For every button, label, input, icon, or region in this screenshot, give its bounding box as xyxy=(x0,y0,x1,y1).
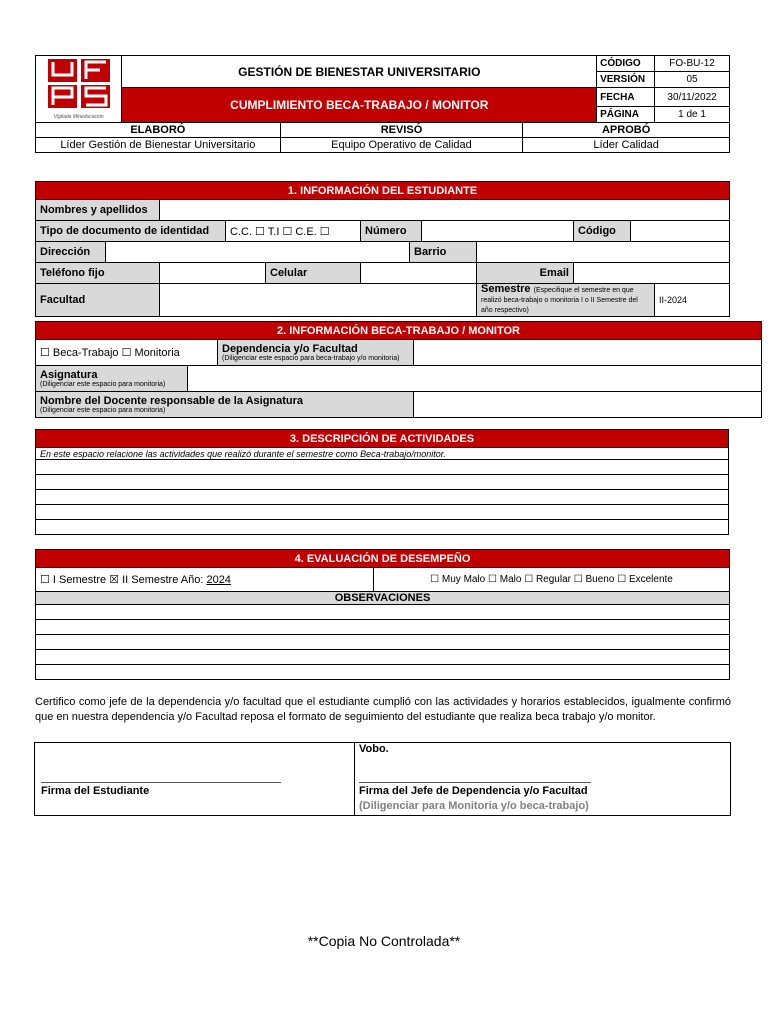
activities-section xyxy=(35,429,729,535)
email-label: Email xyxy=(477,263,574,284)
fecha-value: 30/11/2022 xyxy=(655,88,730,107)
boss-signature-hint: (Diligenciar para Monitoria y/o beca-trabajo) xyxy=(359,800,589,812)
facultad-label: Facultad xyxy=(36,284,160,317)
activity-line[interactable] xyxy=(36,505,729,520)
version-value: 05 xyxy=(655,72,730,88)
section4-title: 4. EVALUACIÓN DE DESEMPEÑO xyxy=(36,550,730,568)
section3-title: 3. DESCRIPCIÓN DE ACTIVIDADES xyxy=(36,430,729,448)
boss-signature-cell[interactable] xyxy=(355,743,731,816)
certification-text: Certifico como jefe de la dependencia y/o facultad que el estudiante cumplió con las actividades y horarios establecidos, igualmente confirmó que en nuestra dependencia y/o Facultad reposa el formato de seguimiento del estudiante que realiza beca trabajo y/o monitor. xyxy=(35,696,731,723)
activity-line[interactable] xyxy=(36,460,729,475)
beca-info-section xyxy=(35,321,762,418)
elaboro-value: Líder Gestión de Bienestar Universitario xyxy=(36,138,281,153)
fecha-label: FECHA xyxy=(597,88,655,107)
barrio-field[interactable] xyxy=(477,242,730,263)
section1-title: 1. INFORMACIÓN DEL ESTUDIANTE xyxy=(36,182,730,200)
barrio-label: Barrio xyxy=(410,242,477,263)
docente-field[interactable] xyxy=(414,392,762,418)
activity-line[interactable] xyxy=(36,520,729,535)
dependencia-hint: (Diligenciar este espacio para beca-trabajo y/o monitoria) xyxy=(222,354,400,362)
codigo-label: CÓDIGO xyxy=(597,56,655,72)
celular-field[interactable] xyxy=(361,263,477,284)
telefono-field[interactable] xyxy=(160,263,266,284)
tipo-doc-label: Tipo de documento de identidad xyxy=(36,221,226,242)
nombres-field[interactable] xyxy=(160,200,730,221)
asignatura-field[interactable] xyxy=(188,366,762,392)
semestre-label: Semestre xyxy=(481,283,531,295)
pagina-value: 1 de 1 xyxy=(655,107,730,123)
asignatura-label: Asignatura xyxy=(40,368,98,381)
aprobo-label: APROBÓ xyxy=(523,123,730,138)
activity-line[interactable] xyxy=(36,475,729,490)
observation-line[interactable] xyxy=(36,665,730,680)
observaciones-label: OBSERVACIONES xyxy=(36,592,730,605)
activities-instruction: En este espacio relacione las actividades que realizó durante el semestre como Beca-trabajo/monitor. xyxy=(36,448,729,460)
observation-line[interactable] xyxy=(36,620,730,635)
signature-section xyxy=(34,742,731,816)
email-field[interactable] xyxy=(574,263,730,284)
semestre-field[interactable]: II-2024 xyxy=(655,284,730,317)
asignatura-label-cell xyxy=(36,366,188,392)
codigo-student-label: Código xyxy=(574,221,631,242)
institution-logo xyxy=(36,56,122,123)
docente-label-cell xyxy=(36,392,414,418)
semester-options-cell[interactable] xyxy=(36,568,374,592)
codigo-value: FO-BU-12 xyxy=(655,56,730,72)
numero-field[interactable] xyxy=(422,221,574,242)
observation-line[interactable] xyxy=(36,635,730,650)
vobo-label: Vobo. xyxy=(359,743,389,755)
student-signature-label: Firma del Estudiante xyxy=(41,785,150,797)
celular-label: Celular xyxy=(266,263,361,284)
reviso-label: REVISÓ xyxy=(280,123,523,138)
beca-type-options[interactable]: ☐ Beca-Trabajo ☐ Monitoria xyxy=(36,340,218,366)
docente-hint: (Diligenciar este espacio para monitoria) xyxy=(40,406,166,414)
telefono-label: Teléfono fijo xyxy=(36,263,160,284)
tipo-doc-options[interactable]: C.C. ☐ T.I ☐ C.E. ☐ xyxy=(226,221,361,242)
document-header xyxy=(35,55,730,153)
signature-line xyxy=(41,782,281,783)
observation-line[interactable] xyxy=(36,650,730,665)
version-label: VERSIÓN xyxy=(597,72,655,88)
direccion-label: Dirección xyxy=(36,242,106,263)
semestre-hint: (Especifique el semestre en que realizó beca-trabajo o monitoria I o II Semestre del año respectivo) xyxy=(481,287,638,314)
nombres-label: Nombres y apellidos xyxy=(36,200,160,221)
docente-label: Nombre del Docente responsable de la Asignatura xyxy=(40,394,304,407)
student-info-section xyxy=(35,181,730,317)
student-signature-cell[interactable] xyxy=(35,743,355,816)
codigo-student-field[interactable] xyxy=(631,221,730,242)
section2-title: 2. INFORMACIÓN BECA-TRABAJO / MONITOR xyxy=(36,322,762,340)
boss-signature-label: Firma del Jefe de Dependencia y/o Facultad xyxy=(359,785,588,797)
facultad-field[interactable] xyxy=(160,284,477,317)
footer-note: **Copia No Controlada** xyxy=(307,933,461,949)
dependencia-label-cell xyxy=(218,340,414,366)
asignatura-hint: (Diligenciar este espacio para monitoria) xyxy=(40,380,166,388)
ufps-logo-icon xyxy=(44,58,114,110)
pagina-label: PÁGINA xyxy=(597,107,655,123)
signature-line xyxy=(359,782,591,783)
reviso-value: Equipo Operativo de Calidad xyxy=(280,138,523,153)
observation-line[interactable] xyxy=(36,605,730,620)
evaluation-section xyxy=(35,549,730,680)
logo-caption: Vigilada Mineducación xyxy=(53,114,104,120)
institution-name: GESTIÓN DE BIENESTAR UNIVERSITARIO xyxy=(122,56,597,88)
semester-options[interactable]: ☐ I Semestre ☒ II Semestre Año: xyxy=(40,574,207,586)
rating-options[interactable]: ☐ Muy Malo ☐ Malo ☐ Regular ☐ Bueno ☐ Excelente xyxy=(374,568,730,592)
activity-line[interactable] xyxy=(36,490,729,505)
evaluation-year[interactable]: 2024 xyxy=(206,574,231,586)
dependencia-label: Dependencia y/o Facultad xyxy=(222,342,358,355)
direccion-field[interactable] xyxy=(106,242,410,263)
elaboro-label: ELABORÓ xyxy=(36,123,281,138)
numero-label: Número xyxy=(361,221,422,242)
aprobo-value: Líder Calidad xyxy=(523,138,730,153)
semestre-label-cell xyxy=(477,284,655,317)
dependencia-field[interactable] xyxy=(414,340,762,366)
document-title: CUMPLIMIENTO BECA-TRABAJO / MONITOR xyxy=(122,88,597,123)
